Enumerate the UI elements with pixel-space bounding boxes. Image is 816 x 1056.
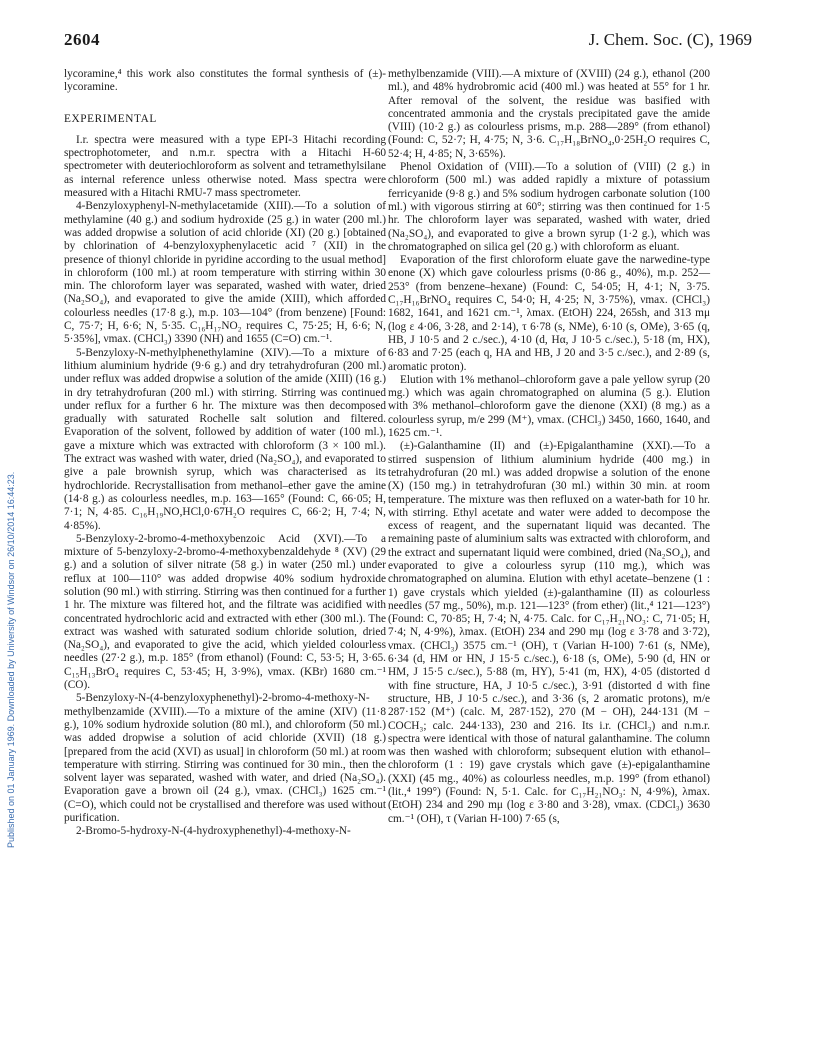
paragraph-galanthamine: (±)-Galanthamine (II) and (±)-Epigalanthamine (XXI).—To a stirred suspension of lithium aluminium hydride (400 mg.) in tetrahydrofuran (20 ml.) was added dropwise a solution of the enone (X) (150 mg.) in tetrahydrofuran (30 ml.) within 30 min. at room temperature. The mixture was then refluxed on a water-bath for 10 hr. with stirring. Ethyl acetate and water were added to decompose the excess of reagent, and the supernatant liquid was decanted. The remaining paste of aluminium salts was extracted with chloroform, and the extract and supernatant liquid were combined, dried (Na₂SO₄), and evaporated to give a colourless syrup (110 mg.), which was chromatographed on alumina. Elution with ethyl acetate–benzene (1 : 1) gave crystals which yielded (±)-galanthamine (II) as colourless needles (57 mg., 50%), m.p. 121—123° (from ether) (lit.,⁴ 121—123°) (Found: C, 70·85; H, 7·4; N, 4·75. Calc. for C₁₇H₂₁NO₃: C, 71·05; H, 7·4; N, 4·9%), λmax. (EtOH) 234 and 290 mμ (log ε 3·78 and 3·72), νmax. (CHCl₃) 3575 cm.⁻¹ (OH), τ (Varian H-100) 7·61 (s, NMe), 6·34 (d, HM or HN, J 15·5 c./sec.), 6·18 (s, OMe), 5·90 (d, HN or HM, J 15·5 c./sec.), 5·88 (m, HY), 5·41 (m, HX), 4·05 (distorted d with fine structure, HA, J 10·5 c./sec.), 3·91 (distorted d with fine structure, HB, J 10·5 c./sec.), and 3·36 (s, 2 aromatic protons), m/e 287·152 (M⁺) (calc. M, 287·152), 270 (M − OH), 244·131 (M − COCH₃; calc. 244·133), 230 and 216. Its i.r. (CHCl₃) and n.m.r. spectra were identical with those of natural galanthamine. The column was then washed with chloroform; subsequent elution with ethanol–chloroform (1 : 19) gave crystals which gave (±)-epigalanthamine (XXI) (45 mg., 40%) as colourless needles, m.p. 199° (from ethanol) (lit.,⁴ 199°) (Found: N, 5·1. Calc. for C₁₇H₂₁NO₃: N, 4·9%), λmax. (EtOH) 234 and 290 mμ (log ε 3·80 and 3·28), νmax. (CDCl₃) 3630 cm.⁻¹ (OH), τ (Varian H-100) 7·65 (s,	[388, 440, 710, 825]
paragraph-compound-xiv: 5-Benzyloxy-N-methylphenethylamine (XIV).—To a mixture of lithium aluminium hydride (9·6 g.) and dry tetrahydrofuran (200 ml.) under reflux was added dropwise a solution of the amide (XIII) (16 g.) in dry tetrahydrofuran (200 ml.) with stirring. Stirring was continued under reflux for a further 6 hr. The mixture was then decomposed gradually with saturated Rochelle salt solution and filtered. Evaporation of the solvent, followed by addition of water (100 ml.), gave a mixture which was extracted with chloroform (3 × 100 ml.). The extract was washed with water, dried (Na₂SO₄), and evaporated to give a pale brownish syrup, which was characterised as its hydrochloride. Recrystallisation from methanol–ether gave the amine (14·8 g.) as colourless needles, m.p. 163—165° (Found: C, 66·05; H, 7·1; N, 4·85. C₁₆H₁₉NO,HCl,0·67H₂O requires C, 66·2; H, 7·4; N, 4·85%).	[64, 346, 386, 532]
paragraph-dienone-xxi: Elution with 1% methanol–chloroform gave a pale yellow syrup (20 mg.) which was again chromatographed on alumina (5 g.). Elution with 3% methanol–chloroform gave the dienone (XXI) (8 mg.) as a colourless syrup, m/e 299 (M⁺), νmax. (CHCl₃) 3450, 1660, 1640, and 1625 cm.⁻¹.	[388, 373, 710, 440]
paragraph-phenol-oxidation: Phenol Oxidation of (VIII).—To a solution of (VIII) (2 g.) in chloroform (500 ml.) was added rapidly a mixture of potassium ferricyanide (9·8 g.) and 5% sodium hydrogen carbonate solution (100 ml.) with vigorous stirring at 60°; stirring was then continued for 1·5 hr. The chloroform layer was separated, washed with water, dried (Na₂SO₄), and evaporated to give a brown syrup (1·2 g.), which was chromatographed on silica gel (20 g.) with chloroform as eluant.	[388, 161, 710, 253]
page-header	[64, 30, 752, 54]
section-heading: EXPERIMENTAL	[64, 112, 157, 125]
right-column	[388, 68, 710, 826]
paragraph-enone-x: Evaporation of the first chloroform eluate gave the narwedine-type enone (X) which gave colourless prisms (0·86 g., 40%), m.p. 252—253° (from benzene–hexane) (Found: C, 54·05; H, 4·1; N, 3·75. C₁₇H₁₆BrNO₄ requires C, 54·0; H, 4·25; N, 3·75%), νmax. (CHCl₃) 1682, 1641, and 1621 cm.⁻¹, λmax. (EtOH) 224, 265sh, and 313 mμ (log ε 4·06, 3·28, and 2·14), τ 6·78 (s, NMe), 6·10 (s, OMe), 3·65 (q, HB, J 10·5 and 2 c./sec.), 4·10 (d, Hα, J 10·5 c./sec.), 5·18 (m, HX), 6·83 and 7·25 (each q, HA and HB, J 20 and 3·5 c./sec.), and 2·89 (s, aromatic proton).	[388, 254, 710, 373]
intro-paragraph: lycoramine,⁴ this work also constitutes the formal synthesis of (±)-lycoramine.	[64, 68, 386, 94]
download-watermark	[4, 130, 18, 850]
paragraph-compound-viii-start: 2-Bromo-5-hydroxy-N-(4-hydroxyphenethyl)-4-methoxy-N-	[76, 825, 351, 838]
paragraph-compound-xviii: 5-Benzyloxy-N-(4-benzyloxyphenethyl)-2-bromo-4-methoxy-N-methylbenzamide (XVIII).—To a mixture of the amine (XIV) (11·8 g.), 10% sodium hydroxide solution (80 ml.), and chloroform (50 ml.) was added dropwise a solution of acid chloride (XVII) (18 g.) [prepared from the acid (XVI) as usual] in chloroform (50 ml.) at room temperature with stirring. Stirring was continued for 30 min., then the solvent layer was separated, washed with water, and dried (Na₂SO₄). Evaporation gave a brown oil (24 g.), νmax. (CHCl₃) 1625 cm.⁻¹ (C=O), which could not be crystallised and therefore was used without purification.	[64, 692, 386, 825]
page-number: 2604	[64, 30, 100, 49]
journal-citation: J. Chem. Soc. (C), 1969	[588, 30, 752, 49]
paragraph-compound-xvi: 5-Benzyloxy-2-bromo-4-methoxybenzoic Acid (XVI).—To a mixture of 5-benzyloxy-2-bromo-4-methoxybenzaldehyde ⁸ (XV) (29 g.) and a solution of silver nitrate (58 g.) in water (250 ml.) under reflux at 100—110° was added dropwise 40% sodium hydroxide solution (90 ml.) with stirring. Stirring was then continued for a further 1 hr. The mixture was filtered hot, and the filtrate was acidified with concentrated hydrochloric acid and extracted with ether (300 ml.). The extract was washed with saturated sodium chloride solution, dried (Na₂SO₄), and evaporated to give the acid, which yielded colourless needles (27·2 g.), m.p. 185° (from ethanol) (Found: C, 53·5; H, 3·65. C₁₅H₁₃BrO₄ requires C, 53·45; H, 3·9%), νmax. (KBr) 1680 cm.⁻¹ (CO).	[64, 532, 386, 692]
paragraph-compound-viii-cont: methylbenzamide (VIII).—A mixture of (XVIII) (24 g.), ethanol (200 ml.), and 48% hydrobromic acid (400 ml.) was heated at 55° for 1 hr. After removal of the solvent, the residue was basified with concentrated ammonia and the crystals precipitated gave the amide (VIII) (10·2 g.) as colourless prisms, m.p. 288—289° (from ethanol) (Found: C, 52·7; H, 4·75; N, 3·6. C₁₇H₁₈BrNO₄,0·25H₂O requires C, 52·4; H, 4·85; N, 3·65%).	[388, 68, 710, 160]
left-column	[64, 68, 386, 839]
paragraph-instruments: I.r. spectra were measured with a type EPI-3 Hitachi recording spectrophotometer, and n.m.r. spectra with a Hitachi H-60 spectrometer with deuteriochloroform as solvent and tetramethylsilane as internal reference unless otherwise noted. Mass spectra were measured with a Hitachi RMU-7 mass spectrometer.	[64, 133, 386, 200]
download-watermark-text: Published on 01 January 1969. Downloaded by University of Windsor on 26/10/2014 16:44:23.	[6, 471, 16, 848]
paragraph-compound-xiii: 4-Benzyloxyphenyl-N-methylacetamide (XIII).—To a solution of methylamine (40 g.) and sodium hydroxide (25 g.) in water (200 ml.) was added dropwise a solution of acid chloride (XI) (20 g.) [obtained by chlorination of 4-benzyloxyphenylacetic acid ⁷ (XII) in the presence of thionyl chloride in pyridine according to the usual method] in chloroform (100 ml.) at room temperature with stirring within 30 min. The chloroform layer was separated, washed with water, dried (Na₂SO₄), and evaporated to give the amide (XIII), which afforded colourless needles (17·8 g.), m.p. 103—104° (from benzene) [Found: C, 75·7; H, 6·6; N, 5·35. C₁₆H₁₇NO₂ requires C, 75·25; H, 6·6; N, 5·35%], νmax. (CHCl₃) 3390 (NH) and 1655 (C=O) cm.⁻¹.	[64, 200, 386, 346]
